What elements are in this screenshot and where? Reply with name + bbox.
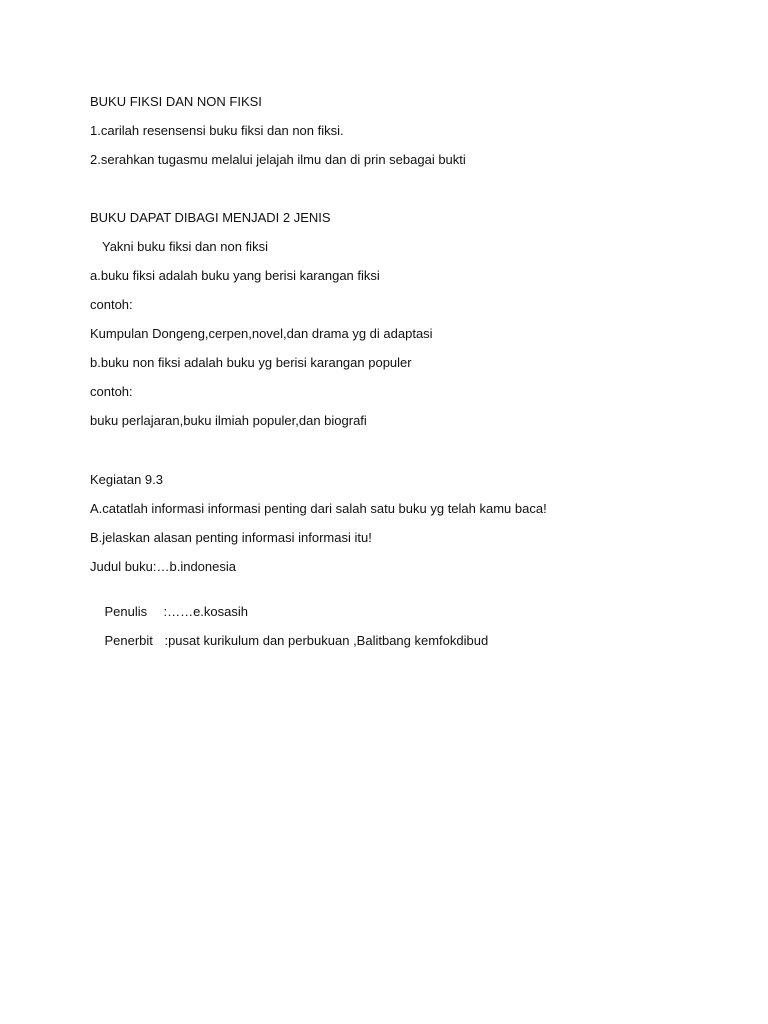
section2-heading: Kegiatan 9.3 <box>90 472 164 487</box>
penerbit-value: :pusat kurikulum dan perbukuan ,Balitbang kemfokdibud <box>164 633 489 648</box>
task-a: A.catatlah informasi informasi penting dari salah satu buku yg telah kamu baca! <box>90 501 547 516</box>
instruction-1: 1.carilah resensensi buku fiksi dan non fiksi. <box>90 123 344 138</box>
nonfiksi-definition: b.buku non fiksi adalah buku yg berisi karangan populer <box>90 355 412 370</box>
instruction-2: 2.serahkan tugasmu melalui jelajah ilmu dan di prin sebagai bukti <box>90 152 466 167</box>
penulis-value: :……e.kosasih <box>163 604 248 619</box>
document-title: BUKU FIKSI DAN NON FIKSI <box>90 94 262 109</box>
section1-intro: Yakni buku fiksi dan non fiksi <box>102 239 268 254</box>
fiksi-definition: a.buku fiksi adalah buku yang berisi karangan fiksi <box>90 268 380 283</box>
judul-buku: Judul buku:…b.indonesia <box>90 559 236 574</box>
fiksi-examples: Kumpulan Dongeng,cerpen,novel,dan drama yg di adaptasi <box>90 326 433 341</box>
penerbit-label: Penerbit <box>104 633 153 648</box>
penerbit-row <box>90 617 488 665</box>
penulis-label: Penulis <box>104 604 148 619</box>
nonfiksi-example-label: contoh: <box>90 384 133 399</box>
nonfiksi-examples: buku perlajaran,buku ilmiah populer,dan biografi <box>90 413 367 428</box>
section1-heading: BUKU DAPAT DIBAGI MENJADI 2 JENIS <box>90 210 331 225</box>
fiksi-example-label: contoh: <box>90 297 133 312</box>
task-b: B.jelaskan alasan penting informasi informasi itu! <box>90 530 372 545</box>
